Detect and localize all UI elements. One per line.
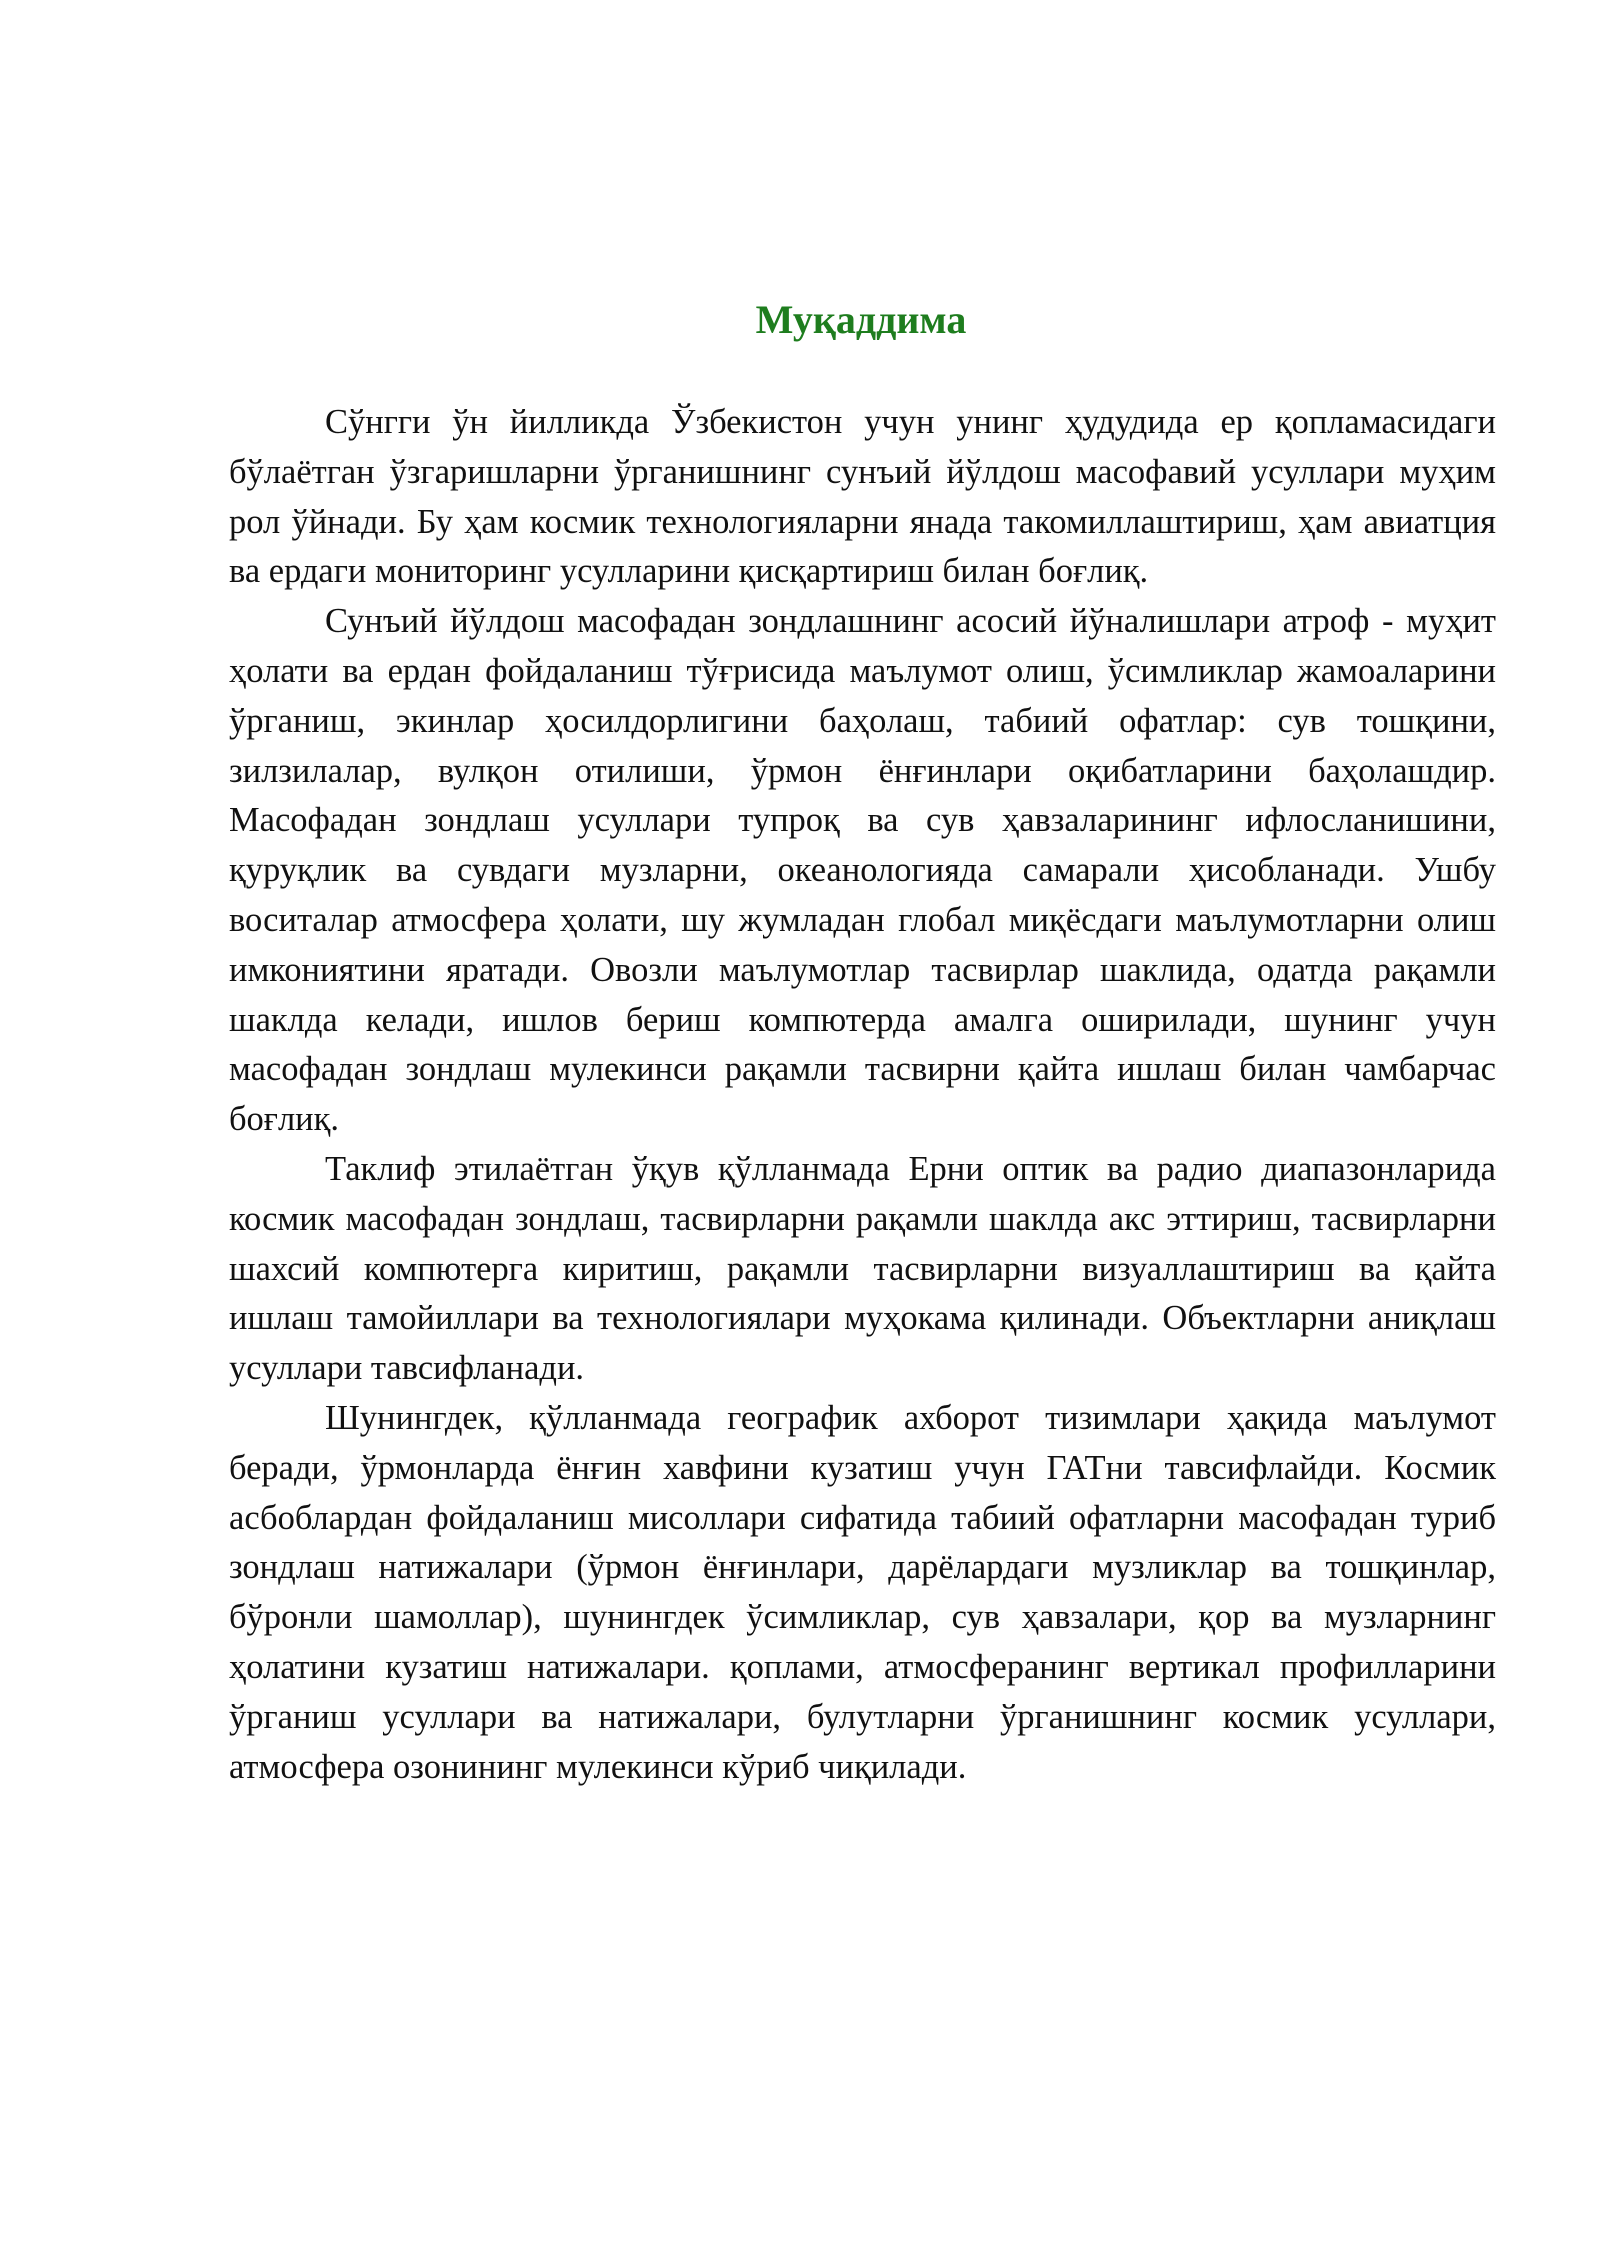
paragraph: Таклиф этилаётган ўқув қўлланмада Ерни оптик ва радио диапазонларида космик масофадан зондлаш, тасвирларни рақамли шаклда акс эттириш, тасвирларни шахсий компютерга киритиш, рақамли тасвирларни визуаллаштириш ва қайта ишлаш тамойиллари ва технологиялари муҳокама қилинади. Объектларни аниқлаш усуллари тавсифланади.	[229, 1149, 1496, 1388]
paragraph: Сунъий йўлдош масофадан зондлашнинг асосий йўналишлари атроф - муҳит ҳолати ва ердан фойдаланиш тўғрисида маълумот олиш, ўсимликлар жамоаларини ўрганиш, экинлар ҳосилдорлигини баҳолаш, табиий офатлар: сув тошқини, зилзилалар, вулқон отилиши, ўрмон ёнғинлари оқибатларини баҳолашдир. Масофадан зондлаш усуллари тупроқ ва сув ҳавзаларининг ифлосланишини, қуруқлик ва сувдаги музларни, океанологияда самарали ҳисобланади. Ушбу воситалар атмосфера ҳолати, шу жумладан глобал миқёсдаги маълумотларни олиш имкониятини яратади. Овозли маълумотлар тасвирлар шаклида, одатда рақамли шаклда келади, ишлов бериш компютерда амалга оширилади, шунинг учун масофадан зондлаш мулекинси рақамли тасвирни қайта ишлаш билан чамбарчас боғлиқ.	[229, 602, 1496, 1139]
page-title: Муқаддима	[755, 297, 967, 342]
paragraph: Шунингдек, қўлланмада географик ахборот тизимлари ҳақида маълумот беради, ўрмонларда ёнғин хавфини кузатиш учун ГАТни тавсифлайди. Космик асбоблардан фойдаланиш мисоллари сифатида табиий офатларни масофадан туриб зондлаш натижалари (ўрмон ёнғинлари, дарёлардаги музликлар ва тошқинлар, бўронли шамоллар), шунингдек ўсимликлар, сув ҳавзалари, қор ва музларнинг ҳолатини кузатиш натижалари. қоплами, атмосферанинг вертикал профилларини ўрганиш усуллари ва натижалари, булутларни ўрганишнинг космик усуллари, атмосфера озонининг мулекинси кўриб чиқилади.	[229, 1398, 1496, 1786]
document-body	[229, 398, 1496, 1792]
paragraph: Сўнгги ўн йилликда Ўзбекистон учун унинг ҳудудида ер қопламасидаги бўлаётган ўзгаришларни ўрганишнинг сунъий йўлдош масофавий усуллари муҳим рол ўйнади. Бу ҳам космик технологияларни янада такомиллаштириш, ҳам авиатция ва ердаги мониторинг усулларини қисқартириш билан боғлиқ.	[229, 403, 1496, 591]
